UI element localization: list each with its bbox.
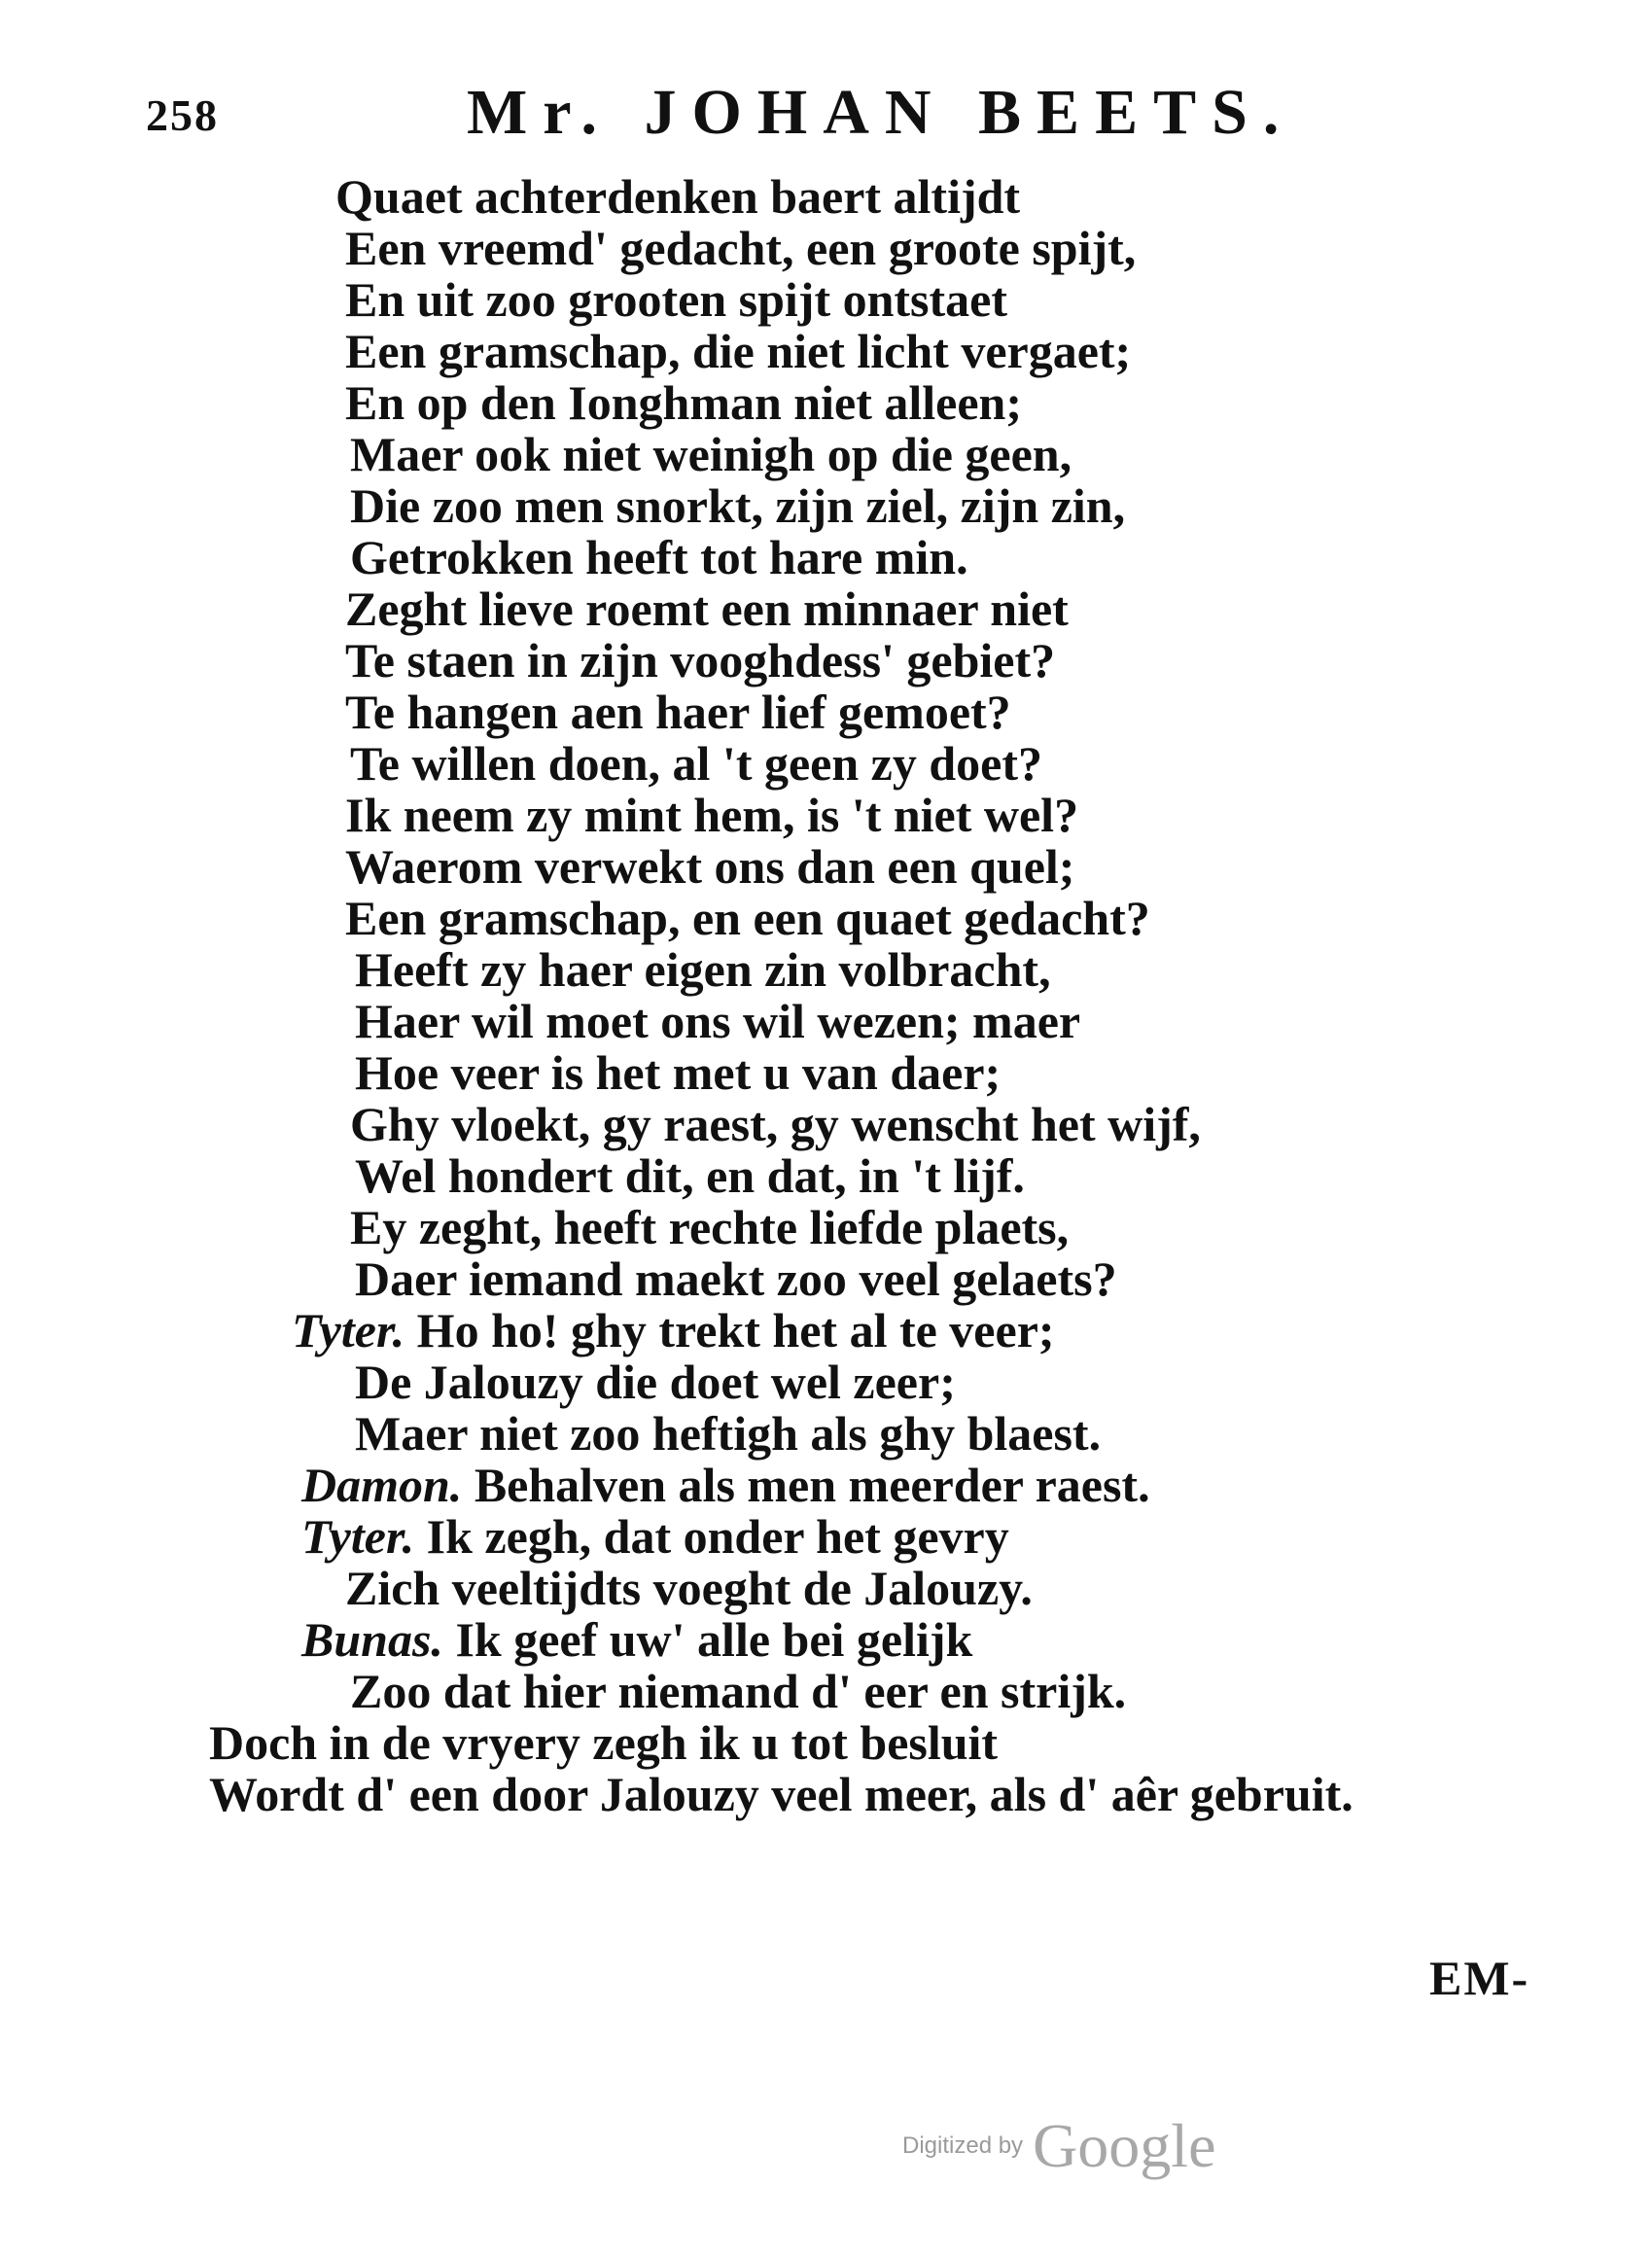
poem-line: En op den Ionghman niet alleen; xyxy=(345,375,1022,430)
poem-line: Quaet achterdenken baert altijdt xyxy=(335,169,1021,224)
catchword: EM- xyxy=(1429,1951,1530,2005)
poem-line: Hoe veer is het met u van daer; xyxy=(355,1045,1002,1100)
poem-line: Damon. Behalven als men meerder raest. xyxy=(301,1458,1150,1512)
poem-line: Wordt d' een door Jalouzy veel meer, als d' aêr gebruit. xyxy=(209,1767,1353,1821)
speaker-name: Damon. xyxy=(301,1458,463,1512)
poem-line: En uit zoo grooten spijt ontstaet xyxy=(345,272,1008,327)
poem-line: Daer iemand maekt zoo veel gelaets? xyxy=(355,1251,1117,1306)
speaker-name: Bunas. xyxy=(301,1612,443,1667)
poem-line: Maer ook niet weinigh op die geen, xyxy=(350,427,1072,481)
poem-line: Ik neem zy mint hem, is 't niet wel? xyxy=(345,788,1079,842)
poem-line: Tyter. Ik zegh, dat onder het gevry xyxy=(301,1509,1009,1564)
poem-line: Die zoo men snorkt, zijn ziel, zijn zin, xyxy=(350,478,1126,533)
poem-line: Getrokken heeft tot hare min. xyxy=(350,530,968,584)
digitized-by-watermark xyxy=(902,2110,1215,2182)
page-header xyxy=(146,70,1313,148)
speaker-name: Tyter. xyxy=(301,1509,415,1564)
speaker-name: Tyter. xyxy=(292,1303,405,1357)
digitized-by-label: Digitized by xyxy=(902,2132,1024,2159)
poem-line: Een gramschap, die niet licht vergaet; xyxy=(345,324,1132,378)
poem-line: Zich veeltijdts voeght de Jalouzy. xyxy=(345,1561,1033,1615)
poem-line: De Jalouzy die doet wel zeer; xyxy=(355,1355,956,1409)
poem-line: Wel hondert dit, en dat, in 't lijf. xyxy=(355,1148,1025,1203)
poem-line: Te hangen aen haer lief gemoet? xyxy=(345,685,1011,739)
poem-line: Zeght lieve roemt een minnaer niet xyxy=(345,581,1069,636)
poem-line: Een gramschap, en een quaet gedacht? xyxy=(345,891,1150,945)
poem-line: Haer wil moet ons wil wezen; maer xyxy=(355,994,1081,1048)
poem-line: Maer niet zoo heftigh als ghy blaest. xyxy=(355,1406,1102,1461)
poem-line: Zoo dat hier niemand d' eer en strijk. xyxy=(350,1664,1127,1718)
poem-line: Heeft zy haer eigen zin volbracht, xyxy=(355,942,1051,997)
poem-line: Een vreemd' gedacht, een groote spijt, xyxy=(345,221,1137,275)
running-head: Mr. JOHAN BEETS. xyxy=(467,77,1295,148)
poem-line: Tyter. Ho ho! ghy trekt het al te veer; xyxy=(292,1303,1055,1357)
poem-line: Bunas. Ik geef uw' alle bei gelijk xyxy=(301,1612,973,1667)
poem-line: Waerom verwekt ons dan een quel; xyxy=(345,839,1075,894)
poem-line: Te willen doen, al 't geen zy doet? xyxy=(350,736,1043,791)
poem-line: Te staen in zijn vooghdess' gebiet? xyxy=(345,633,1056,687)
poem-line: Ey zeght, heeft rechte liefde plaets, xyxy=(350,1200,1070,1254)
poem-line: Doch in de vryery zegh ik u tot besluit xyxy=(209,1715,999,1770)
page-number: 258 xyxy=(146,90,219,140)
poem-line: Ghy vloekt, gy raest, gy wenscht het wijf, xyxy=(350,1097,1201,1151)
google-logo: Google xyxy=(1033,2111,1216,2180)
